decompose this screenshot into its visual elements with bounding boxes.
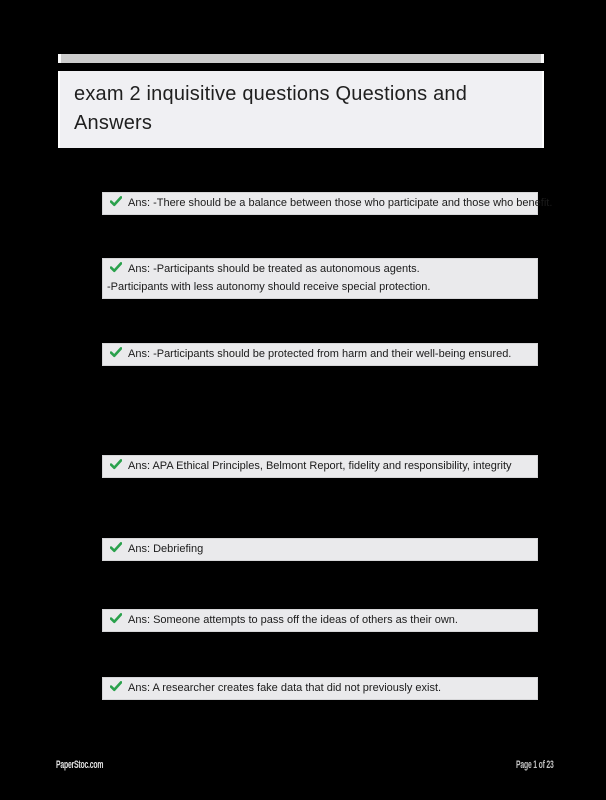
answer-box bbox=[102, 609, 538, 632]
check-icon bbox=[110, 681, 122, 692]
check-icon bbox=[110, 347, 122, 358]
answer-box bbox=[102, 258, 538, 299]
answer-extra-line: -Participants with less autonomy should receive special protection. bbox=[107, 281, 431, 293]
answer-box bbox=[102, 538, 538, 561]
check-icon bbox=[110, 613, 122, 624]
answer-first-line bbox=[107, 679, 531, 697]
check-icon bbox=[110, 262, 122, 273]
document-title: exam 2 inquisitive questions Questions and Answers bbox=[74, 83, 468, 134]
answer-box bbox=[102, 455, 538, 478]
answer-first-line bbox=[107, 540, 531, 558]
footer-watermark: PaperStoc.com bbox=[56, 759, 104, 771]
answer-text: Ans: Debriefing bbox=[128, 543, 204, 555]
answer-text: Ans: Someone attempts to pass off the ideas of others as their own. bbox=[128, 614, 458, 626]
answer-box bbox=[102, 192, 553, 215]
answer-text: Ans: -There should be a balance between those who participate and those who benefit. bbox=[128, 197, 553, 209]
answer-text: Ans: APA Ethical Principles, Belmont Report, fidelity and responsibility, integrity bbox=[128, 460, 512, 472]
answer-text: Ans: -Participants should be treated as autonomous agents. bbox=[128, 263, 420, 275]
footer-page-indicator: Page 1 of 23 bbox=[516, 759, 554, 771]
check-icon bbox=[110, 459, 122, 470]
page-top-strip bbox=[58, 54, 544, 63]
answer-first-line bbox=[107, 457, 531, 475]
answer-first-line bbox=[107, 611, 531, 629]
check-icon bbox=[110, 542, 122, 553]
answer-first-line bbox=[107, 194, 553, 212]
answer-box bbox=[102, 677, 538, 700]
check-icon bbox=[110, 196, 122, 207]
answer-text: Ans: A researcher creates fake data that did not previously exist. bbox=[128, 682, 442, 694]
document-header bbox=[58, 71, 544, 148]
answer-box bbox=[102, 343, 538, 366]
answer-first-line bbox=[107, 260, 531, 278]
answer-text: Ans: -Participants should be protected from harm and their well-being ensured. bbox=[128, 348, 512, 360]
answer-first-line bbox=[107, 345, 531, 363]
